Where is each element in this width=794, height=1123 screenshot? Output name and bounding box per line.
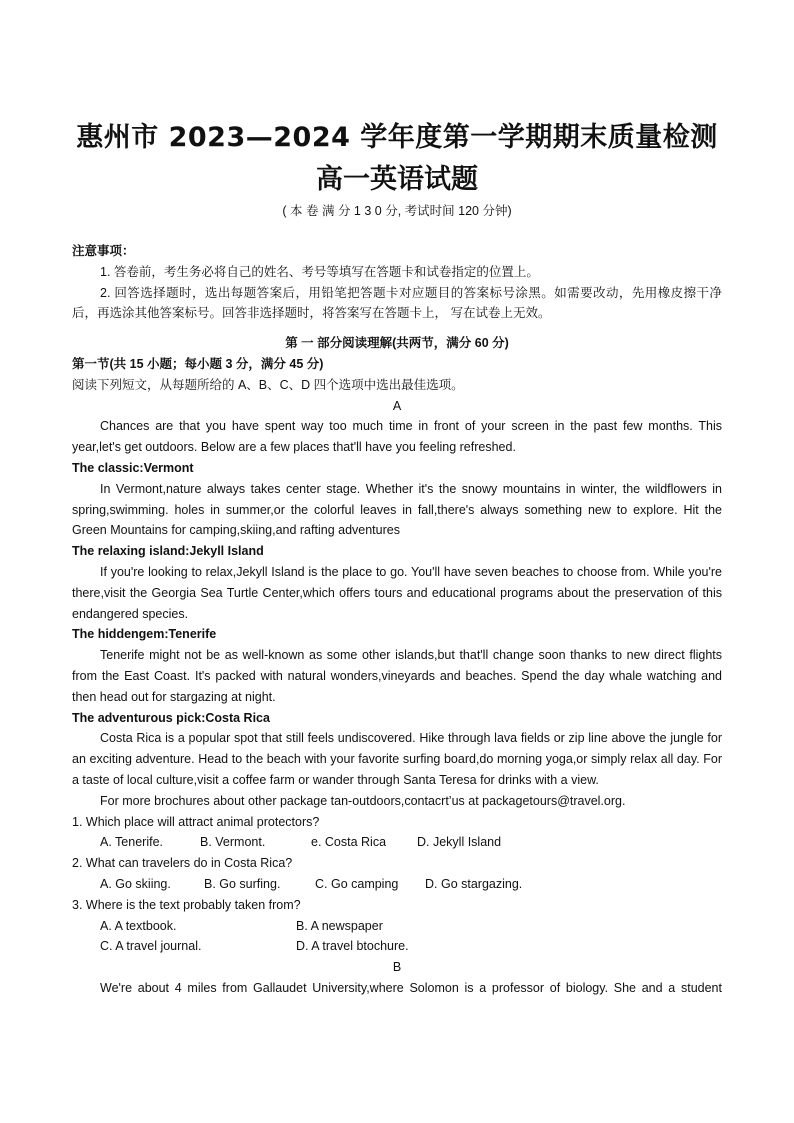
passage-a-heading-2: The relaxing island:Jekyll Island bbox=[72, 544, 264, 559]
section-subheading: 第一节(共 15 小题；每小题 3 分，满分 45 分) bbox=[72, 356, 324, 371]
question-options bbox=[72, 936, 722, 957]
passage-a-letter: A bbox=[392, 398, 402, 413]
option-a[interactable]: A. Tenerife. bbox=[100, 835, 164, 850]
passage-a-contact: For more brochures about other package tan-outdoors,contacrt’us at packagetours@travel.org. bbox=[100, 793, 626, 808]
section-instruction: 阅读下列短文，从每题所给的 A、B、C、D 四个选项中选出最佳选项。 bbox=[72, 377, 464, 392]
part-heading: 第 一 部分阅读理解(共两节，满分 60 分) bbox=[285, 336, 509, 351]
exam-score-time: ( 本 卷 满 分 1 3 0 分, 考试时间 120 分钟) bbox=[282, 204, 512, 218]
passage-a-heading-4: The adventurous pick:Costa Rica bbox=[72, 710, 270, 725]
option-d[interactable]: D. A travel btochure. bbox=[296, 939, 409, 954]
option-a[interactable]: A. A textbook. bbox=[100, 918, 177, 933]
passage-a-paragraph-4: Costa Rica is a popular spot that still feels undiscovered. Hike through lava fields or zip line above the jungle for an exciting adventure. Head to the beach with your favorite surfing board,do morning yoga,or simply relax all day. For a taste of local culture,visit a coffee farm or wander through Santa Teresa for drinks with a view. bbox=[72, 731, 722, 787]
notice-item-1: 1. 答卷前，考生务必将自己的姓名、考号等填写在答题卡和试卷指定的位置上。 bbox=[100, 264, 539, 279]
passage-a-intro: Chances are that you have spent way too much time in front of your screen in the past few months. This year,let's get outdoors. Below are a few places that'll have you feeling refreshed. bbox=[72, 419, 722, 455]
option-b[interactable]: B. A newspaper bbox=[296, 918, 383, 933]
question-stem: 3. Where is the text probably taken from? bbox=[72, 897, 301, 912]
option-a[interactable]: A. Go skiing. bbox=[100, 876, 171, 891]
passage-a-paragraph-2: If you're looking to relax,Jekyll Island is the place to go. You'll have seven beaches to choose from. While you're there,visit the Georgia Sea Turtle Center,which offers tours and educational programs about the preservation of this endangered species. bbox=[72, 564, 722, 621]
notice-heading: 注意事项： bbox=[72, 244, 135, 258]
question-options bbox=[72, 832, 722, 853]
exam-title: 惠州市 2023—2024 学年度第一学期期末质量检测 bbox=[76, 122, 718, 153]
question-3 bbox=[72, 895, 722, 957]
question-options bbox=[72, 874, 722, 895]
notice-block bbox=[72, 241, 722, 324]
exam-subject-title: 高一英语试题 bbox=[316, 164, 478, 195]
passage-a-paragraph-3: Tenerife might not be as well-known as some other islands,but that'll change soon thanks to new direct flights from the East Coast. It's packed with natural wonders,vineyards and beaches. Spend the day whale watching and then head out for stargazing at night. bbox=[72, 648, 722, 704]
question-options bbox=[72, 916, 722, 937]
question-1 bbox=[72, 812, 722, 854]
option-b[interactable]: B. Vermont. bbox=[200, 835, 266, 850]
option-d[interactable]: D. Go stargazing. bbox=[425, 876, 523, 891]
notice-item-2: 2. 回答选择题时，选出每题答案后，用铅笔把答题卡对应题目的答案标号涂黑。如需要改动，先用橡皮擦干净后，再选涂其他答案标号。回答非选择题时，将答案写在答题卡上， 写在试卷上无效。 bbox=[72, 285, 722, 321]
passage-b-letter: B bbox=[392, 960, 402, 975]
option-b[interactable]: B. Go surfing. bbox=[204, 876, 281, 891]
option-d[interactable]: D. Jekyll Island bbox=[417, 835, 502, 850]
question-stem: 2. What can travelers do in Costa Rica? bbox=[72, 856, 293, 871]
option-c[interactable]: C. Go camping bbox=[315, 876, 399, 891]
exam-body bbox=[72, 241, 722, 999]
question-stem: 1. Which place will attract animal protectors? bbox=[72, 814, 320, 829]
option-c[interactable]: e. Costa Rica bbox=[311, 835, 387, 850]
passage-a-paragraph-1: In Vermont,nature always takes center stage. Whether it's the snowy mountains in winter, the wildflowers in spring,swimming. holes in summer,or the colorful leaves in fall,there's always something new to explore. Hit the Green Mountains for camping,skiing,and rafting adventures bbox=[72, 481, 722, 538]
passage-b-paragraph-1: We're about 4 miles from Gallaudet University,where Solomon is a professor of biology. She and a student bbox=[100, 980, 722, 995]
question-2 bbox=[72, 853, 722, 895]
passage-a-heading-3: The hiddengem:Tenerife bbox=[72, 627, 217, 642]
passage-a-heading-1: The classic:Vermont bbox=[72, 460, 194, 475]
option-c[interactable]: C. A travel journal. bbox=[100, 939, 202, 954]
